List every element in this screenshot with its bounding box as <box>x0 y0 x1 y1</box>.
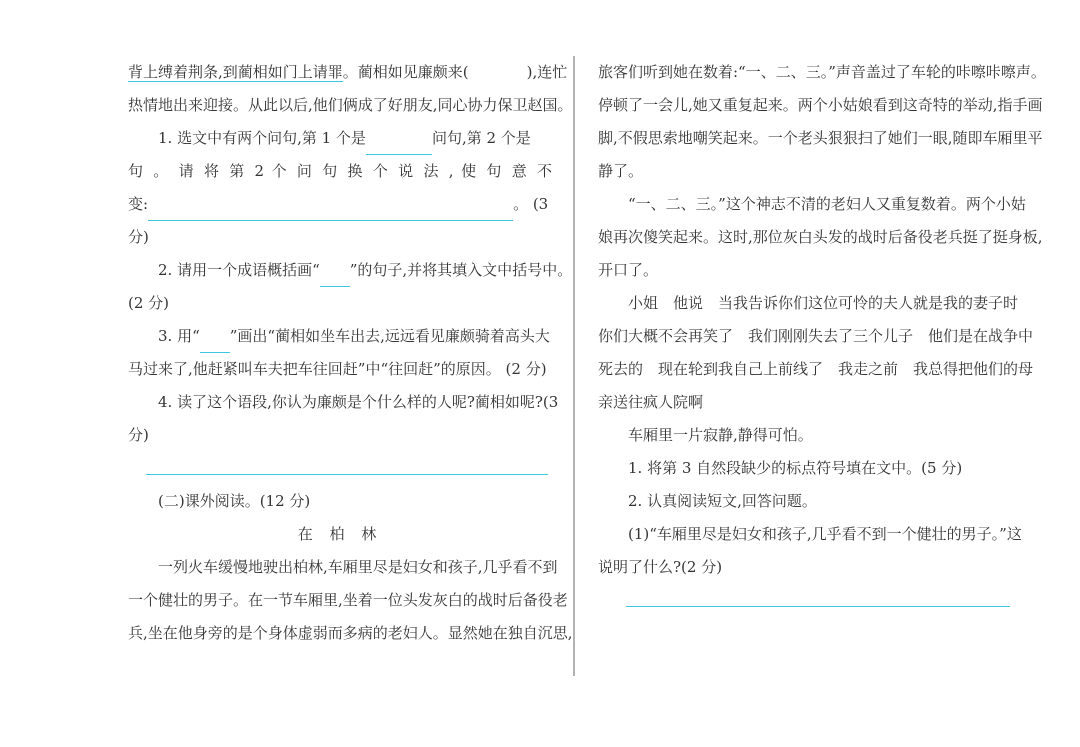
underline-sample <box>320 266 350 287</box>
question-3: 3. 用“ ”画出“蔺相如坐车出去,远远看见廉颇骑着高头大 <box>128 320 552 353</box>
passage-line: 旅客们听到她在数着:“一、二、三。”声音盖过了车轮的咔嚓咔嚓声。 <box>598 63 1046 81</box>
right-question-1: 1. 将第 3 自然段缺少的标点符号填在文中。(5 分) <box>628 459 963 477</box>
answer-line-q4[interactable] <box>128 452 552 485</box>
underline-sample <box>200 332 230 353</box>
question-1: 1. 选文中有两个问句,第 1 个是 问句,第 2 个是 <box>128 122 552 155</box>
passage-line: 兵,坐在他身旁的是个身体虚弱而多病的老妇人。显然她在独自沉思, <box>128 624 573 642</box>
passage-line-missing-punctuation: 死去的 现在轮到我自己上前线了 我走之前 我总得把他们的母 <box>598 360 1034 378</box>
passage-line: 开口了。 <box>598 261 659 279</box>
passage-line: 停顿了一会儿,她又重复起来。两个小姑娘看到这奇特的举动,指手画 <box>598 96 1043 114</box>
section-heading: (二)课外阅读。(12 分) <box>158 492 311 510</box>
question-3-line-2: 马过来了,他赶紧叫车夫把车往回赶”中“往回赶”的原因。 (2 分) <box>128 360 547 378</box>
passage-line: 静了。 <box>598 162 644 180</box>
passage-line: 脚,不假思索地嘲笑起来。一个老头狠狠扫了她们一眼,随即车厢里平 <box>598 129 1043 147</box>
passage-line: 车厢里一片寂静,静得可怕。 <box>628 426 813 444</box>
right-column <box>598 56 1046 617</box>
question-4: 4. 读了这个语段,你认为廉颇是个什么样的人呢?蔺相如呢?(3 <box>158 393 559 411</box>
question-1-line-4: 分) <box>128 228 149 246</box>
underlined-sentence: 背上缚着荆条,到蔺相如门上请罪 <box>128 63 343 81</box>
column-divider <box>573 56 575 676</box>
right-question-2-1-line-2: 说明了什么?(2 分) <box>598 558 723 576</box>
passage-line: “一、二、三。”这个神志不清的老妇人又重复数着。两个小姑 <box>628 195 1026 213</box>
passage-line: 一个健壮的男子。在一节车厢里,坐着一位头发灰白的战时后备役老 <box>128 591 568 609</box>
text-line: 热情地出来迎接。从此以后,他们俩成了好朋友,同心协力保卫赵国。 <box>128 96 573 114</box>
passage-line-missing-punctuation: 小姐 他说 当我告诉你们这位可怜的夫人就是我的妻子时 <box>628 294 1019 312</box>
passage-line-missing-punctuation: 你们大概不会再笑了 我们刚刚失去了三个儿子 他们是在战争中 <box>598 327 1034 345</box>
text-line: 背上缚着荆条,到蔺相如门上请罪。蔺相如见廉颇来( ),连忙 <box>128 63 568 81</box>
left-column <box>128 56 573 650</box>
question-2: 2. 请用一个成语概括画“ ”的句子,并将其填入文中括号中。 <box>128 254 552 287</box>
question-1-line-2: 句 。 请 将 第 2 个 问 句 换 个 说 法 , 使 句 意 不 <box>128 162 552 180</box>
passage-line-missing-punctuation: 亲送往疯人院啊 <box>598 393 704 411</box>
answer-line-right-q2-1[interactable] <box>598 584 1022 617</box>
answer-line-q1-b[interactable] <box>148 200 513 221</box>
passage-title: 在 柏 林 <box>297 525 383 543</box>
answer-blank-q1-a[interactable] <box>366 134 432 155</box>
passage-line: 一列火车缓慢地驶出柏林,车厢里尽是妇女和孩子,几乎看不到 <box>158 558 558 576</box>
question-1-line-3: 变: 。 (3 <box>128 188 552 221</box>
question-2-line-2: (2 分) <box>128 294 170 312</box>
right-question-2-1: (1)“车厢里尽是妇女和孩子,几乎看不到一个健壮的男子。”这 <box>628 525 1022 543</box>
right-question-2: 2. 认真阅读短文,回答问题。 <box>628 492 817 510</box>
passage-line: 娘再次傻笑起来。这时,那位灰白头发的战时后备役老兵挺了挺身板, <box>598 228 1043 246</box>
question-4-line-2: 分) <box>128 426 149 444</box>
